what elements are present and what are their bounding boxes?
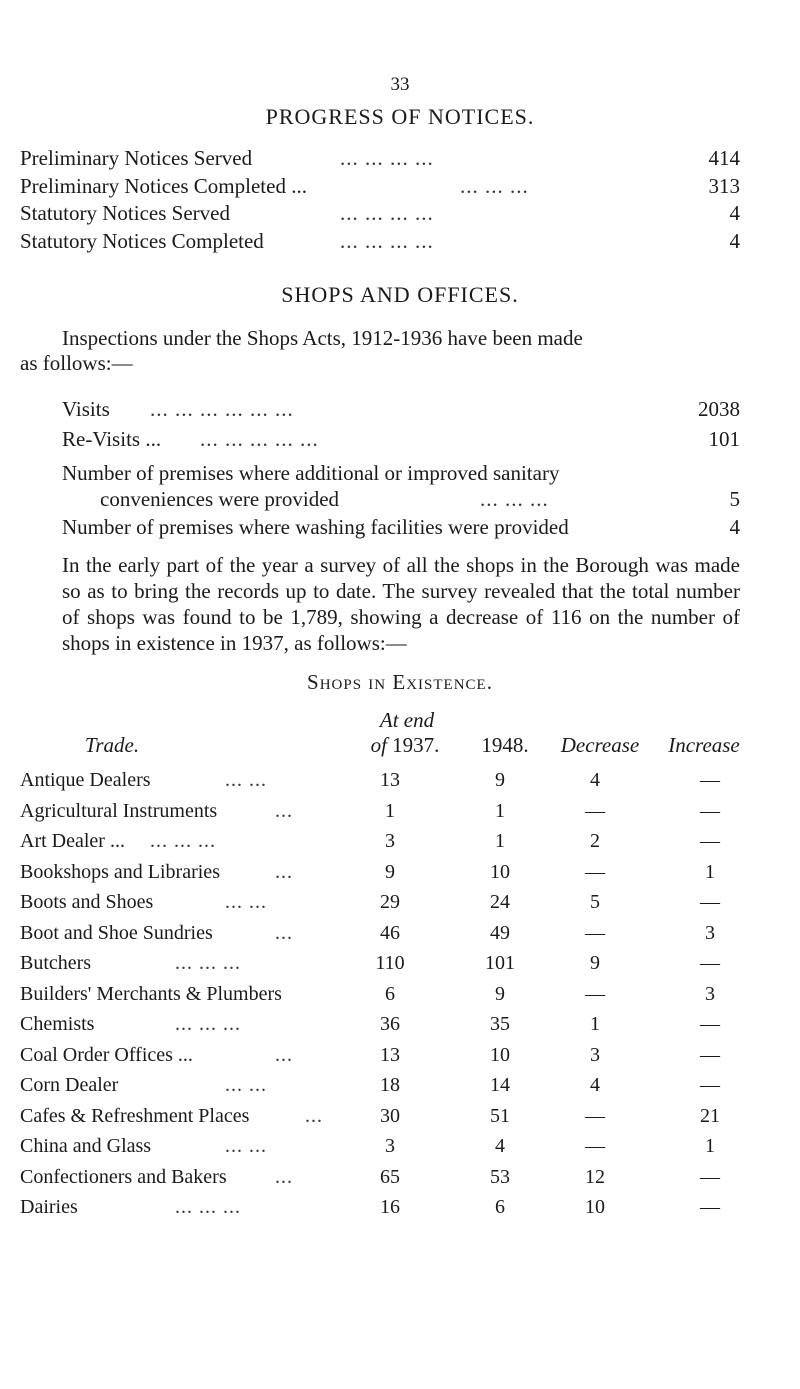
header-decrease: Decrease <box>560 733 640 757</box>
header-of: of <box>370 733 387 757</box>
table-row-trade: Antique Dealers <box>20 769 151 791</box>
washing-value: 4 <box>729 515 740 539</box>
progress-heading: PROGRESS OF NOTICES. <box>265 104 535 129</box>
table-row-dots: ... <box>275 860 293 883</box>
intro-line-2: as follows:— <box>20 351 133 375</box>
table-cell-1948: 35 <box>490 1013 510 1035</box>
header-trade: Trade. <box>84 733 140 757</box>
notice-label: Preliminary Notices Completed ... <box>20 173 307 198</box>
table-cell-increase: 1 <box>705 860 715 883</box>
table-row-dots: ... ... <box>225 891 267 913</box>
visit-label: Visits <box>62 397 110 421</box>
table-row-trade: Boot and Shoe Sundries <box>20 921 213 944</box>
table-cell-increase: — <box>700 1196 720 1218</box>
header-1948: 1948. <box>481 733 529 757</box>
table-row-dots: ... <box>275 1043 293 1066</box>
table-cell-increase: 3 <box>705 921 715 944</box>
table-cell-1948: 10 <box>490 1043 510 1066</box>
visit-value: 101 <box>708 427 740 451</box>
notice-label: Statutory Notices Completed <box>20 228 264 253</box>
table-cell-1937: 13 <box>380 1043 400 1066</box>
table-cell-decrease: — <box>585 982 605 1005</box>
table-cell-increase: 3 <box>705 982 715 1005</box>
table-cell-decrease: — <box>585 860 605 883</box>
sanitary-line-2: conveniences were provided <box>100 487 340 511</box>
table-row-trade: Boots and Shoes <box>20 891 154 913</box>
table-cell-decrease: — <box>585 921 605 944</box>
table-row-trade: Corn Dealer <box>20 1074 119 1096</box>
table-cell-increase: — <box>700 830 720 852</box>
table-cell-increase: — <box>700 799 720 822</box>
table-cell-increase: — <box>700 1074 720 1096</box>
table-row-dots: ... ... <box>225 1135 267 1157</box>
visit-value: 2038 <box>698 397 740 421</box>
table-row-dots: ... ... <box>225 769 267 791</box>
table-cell-1937: 3 <box>385 830 395 852</box>
table-row-trade: Coal Order Offices ... <box>20 1043 193 1066</box>
table-cell-1937: 16 <box>380 1196 400 1218</box>
notice-label: Preliminary Notices Served <box>20 146 253 170</box>
table-cell-1948: 14 <box>490 1074 510 1096</box>
table-cell-decrease: 3 <box>590 1043 600 1066</box>
table-row-dots: ... <box>305 1104 323 1127</box>
notice-dots: ... ... ... ... <box>340 228 434 253</box>
table-row-dots: ... <box>275 921 293 944</box>
notice-dots: ... ... ... ... <box>340 201 434 225</box>
shops-heading: SHOPS AND OFFICES. <box>281 282 519 307</box>
table-cell-decrease: 5 <box>590 891 600 913</box>
table-cell-1937: 30 <box>380 1104 400 1127</box>
table-cell-1937: 3 <box>385 1135 395 1157</box>
intro-line-1-text: Inspections under the Shops Acts, 1912-1936 have been made <box>62 326 583 350</box>
table-cell-decrease: 10 <box>585 1196 605 1218</box>
notice-dots: ... ... ... ... <box>340 146 434 170</box>
table-cell-1948: 53 <box>490 1165 510 1188</box>
table-cell-decrease: — <box>585 1135 605 1157</box>
table-cell-1937: 6 <box>385 982 395 1005</box>
table-cell-1937: 1 <box>385 799 395 822</box>
table-row-trade: Builders' Merchants & Plumbers <box>20 982 282 1005</box>
table-cell-decrease: 1 <box>590 1013 600 1035</box>
table-cell-increase: — <box>700 1043 720 1066</box>
table-cell-1937: 9 <box>385 860 395 883</box>
header-at-end: At end <box>379 708 435 732</box>
table-cell-decrease: 2 <box>590 830 600 852</box>
table-cell-1937: 36 <box>380 1013 400 1035</box>
sanitary-value: 5 <box>729 487 740 511</box>
sanitary-dots: ... ... ... <box>480 487 549 511</box>
table-row-dots: ... <box>275 799 293 822</box>
table-cell-1948: 4 <box>495 1135 505 1157</box>
table-cell-increase: 1 <box>705 1135 715 1157</box>
table-row-dots: ... <box>275 1165 293 1188</box>
table-cell-1948: 51 <box>490 1104 510 1127</box>
notice-label: Statutory Notices Served <box>20 201 230 225</box>
table-cell-1937: 29 <box>380 891 400 913</box>
survey-paragraph: In the early part of the year a survey of all the shops in the Borough was made so as to bring the records up to date. The survey revealed that the total number of shops was found to be 1,789, showing a decrease of 116 on the number of shops in existence in 1937, as follows:— <box>62 553 740 655</box>
notice-value: 414 <box>708 146 740 170</box>
table-row-dots: ... ... ... <box>150 830 216 852</box>
table-cell-1937: 110 <box>375 952 405 974</box>
table-cell-increase: — <box>700 952 720 974</box>
table-cell-decrease: 4 <box>590 769 600 791</box>
header-1937-year: 1937. <box>386 733 440 757</box>
table-cell-increase: — <box>700 1165 720 1188</box>
table-cell-decrease: — <box>585 799 605 822</box>
notice-value: 4 <box>729 228 740 253</box>
intro-line-1 <box>62 326 740 351</box>
table-cell-1948: 10 <box>490 860 510 883</box>
visit-label: Re-Visits ... <box>62 427 162 451</box>
table-row-trade: Chemists <box>20 1013 95 1035</box>
table-cell-decrease: 9 <box>590 952 600 974</box>
table-row-trade: Art Dealer ... <box>20 830 125 852</box>
table-cell-increase: — <box>700 1013 720 1035</box>
table-row-trade: China and Glass <box>20 1135 152 1157</box>
table-cell-1948: 101 <box>485 952 515 974</box>
visit-dots: ... ... ... ... ... ... <box>150 397 294 421</box>
table-cell-1937: 65 <box>380 1165 400 1188</box>
table-cell-increase: — <box>700 891 720 913</box>
header-increase: Increase <box>668 733 740 757</box>
table-cell-increase: — <box>700 769 720 791</box>
existence-heading: Shops in Existence. <box>307 670 493 694</box>
table-cell-1948: 1 <box>495 799 505 822</box>
table-row-trade: Dairies <box>20 1196 78 1218</box>
page-number: 33 <box>390 74 410 95</box>
visit-dots: ... ... ... ... ... <box>200 427 319 451</box>
table-row-dots: ... ... ... <box>175 1013 241 1035</box>
table-row-trade: Agricultural Instruments <box>20 799 218 822</box>
table-cell-1948: 9 <box>495 769 505 791</box>
sanitary-line-1: Number of premises where additional or improved sanitary <box>62 461 560 485</box>
table-cell-1948: 24 <box>490 891 510 913</box>
table-row-dots: ... ... ... <box>175 1196 241 1218</box>
table-cell-1948: 1 <box>495 830 505 852</box>
table-cell-1937: 46 <box>380 921 400 944</box>
table-row-dots: ... ... <box>225 1074 267 1096</box>
table-cell-increase: 21 <box>700 1104 720 1127</box>
table-row-dots: ... ... ... <box>175 952 241 974</box>
table-cell-1937: 18 <box>380 1074 400 1096</box>
washing-label: Number of premises where washing facilities were provided <box>62 515 569 539</box>
table-cell-decrease: — <box>585 1104 605 1127</box>
table-cell-decrease: 12 <box>585 1165 605 1188</box>
notice-dots: ... ... ... <box>460 173 529 198</box>
table-row-trade: Butchers <box>20 952 92 974</box>
header-1937 <box>340 733 470 758</box>
table-row-trade: Confectioners and Bakers <box>20 1165 227 1188</box>
notice-value: 313 <box>708 173 740 198</box>
table-cell-1937: 13 <box>380 769 400 791</box>
table-cell-decrease: 4 <box>590 1074 600 1096</box>
table-row-trade: Cafes & Refreshment Places <box>20 1104 250 1127</box>
notice-value: 4 <box>729 201 740 225</box>
table-cell-1948: 9 <box>495 982 505 1005</box>
table-cell-1948: 49 <box>490 921 510 944</box>
table-cell-1948: 6 <box>495 1196 505 1218</box>
table-row-trade: Bookshops and Libraries <box>20 860 220 883</box>
